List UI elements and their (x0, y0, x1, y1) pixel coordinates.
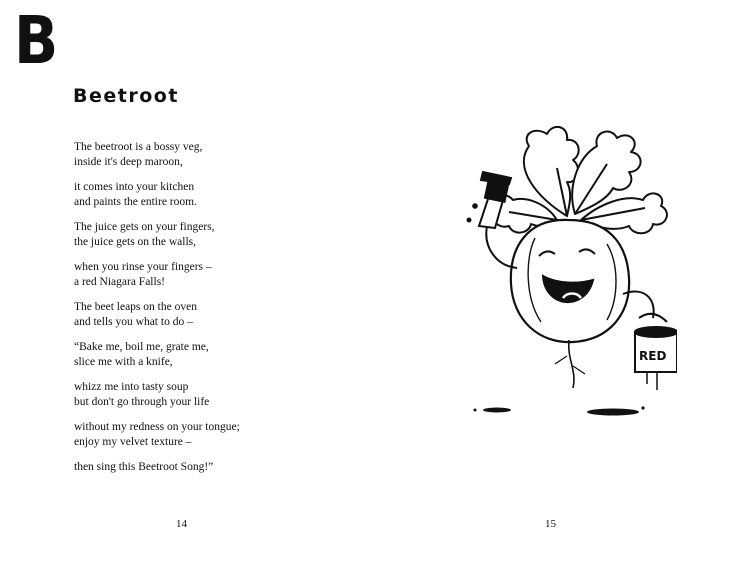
poem-line: The beetroot is a bossy veg, (74, 141, 203, 153)
poem-stanza (74, 340, 334, 370)
poem-line: slice me with a knife, (74, 356, 173, 368)
poem-body (74, 140, 334, 485)
poem-stanza (74, 180, 334, 210)
poem-line: without my redness on your tongue; (74, 421, 240, 433)
poem-line: but don't go through your life (74, 396, 210, 408)
drop-letter: B (14, 2, 59, 79)
poem-line: The juice gets on your fingers, (74, 221, 215, 233)
poem-line: whizz me into tasty soup (74, 381, 189, 393)
beetroot-painter-illustration (417, 108, 677, 428)
poem-line: The beet leaps on the oven (74, 301, 197, 313)
page-number-left: 14 (176, 518, 187, 530)
beetroot-leaves-icon (493, 127, 667, 233)
poem-line: the juice gets on the walls, (74, 236, 196, 248)
paint-splash-icon (474, 406, 645, 415)
poem-line: a red Niagara Falls! (74, 276, 166, 288)
poem-line: “Bake me, boil me, grate me, (74, 341, 209, 353)
beetroot-body-icon (511, 220, 629, 388)
poem-stanza (74, 420, 334, 450)
poem-line: and paints the entire room. (74, 196, 197, 208)
poem-stanza (74, 260, 334, 290)
poem-line: then sing this Beetroot Song!” (74, 461, 214, 473)
paint-can-label: RED (639, 349, 667, 363)
poem-line: when you rinse your fingers – (74, 261, 212, 273)
page-number-right: 15 (545, 518, 556, 530)
paint-can-icon (623, 291, 677, 390)
poem-stanza (74, 460, 334, 475)
left-page (0, 0, 365, 561)
poem-stanza (74, 220, 334, 250)
poem-stanza (74, 300, 334, 330)
poem-stanza (74, 140, 334, 170)
poem-line: inside it's deep maroon, (74, 156, 183, 168)
poem-stanza (74, 380, 334, 410)
poem-line: it comes into your kitchen (74, 181, 195, 193)
poem-line: enjoy my velvet texture – (74, 436, 192, 448)
poem-line: and tells you what to do – (74, 316, 193, 328)
right-page (365, 0, 731, 561)
poem-title: Beetroot (73, 85, 179, 107)
